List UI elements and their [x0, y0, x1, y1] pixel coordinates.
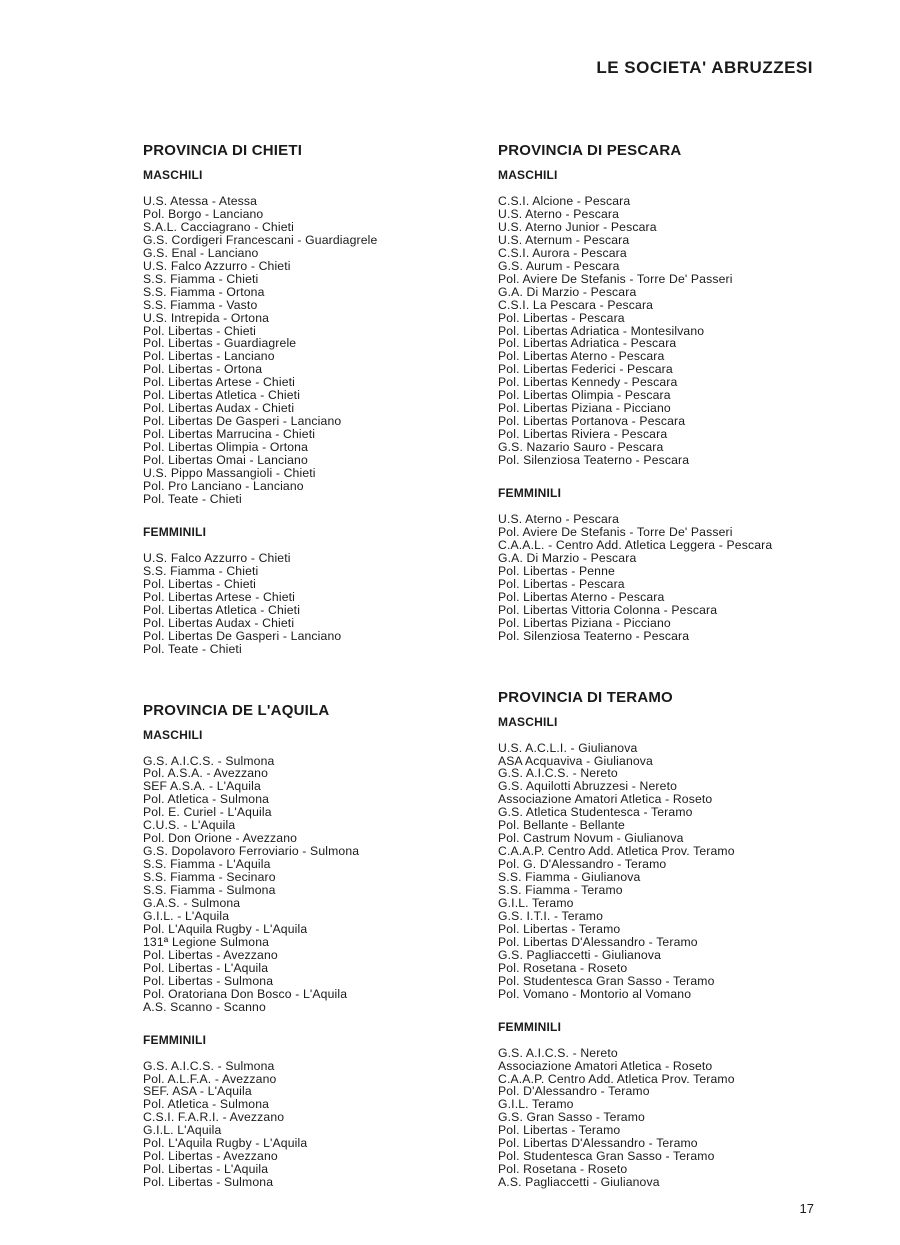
- list-item: Pol. Libertas - Teramo: [498, 1123, 621, 1138]
- list-item: U.S. Falco Azzurro - Chieti: [143, 550, 291, 565]
- list-item: Pol. Teate - Chieti: [143, 641, 242, 656]
- list-item: Pol. L'Aquila Rugby - L'Aquila: [143, 1136, 308, 1151]
- list-item: Pol. Castrum Novum - Giulianova: [498, 831, 684, 846]
- list-item: Pol. Libertas - Lanciano: [143, 349, 275, 364]
- club-list: [498, 195, 828, 467]
- list-item: G.S. Nazario Sauro - Pescara: [498, 440, 664, 455]
- list-item: Pol. Libertas Omai - Lanciano: [143, 453, 308, 468]
- list-item: Pol. Libertas - Teramo: [498, 921, 621, 936]
- province-teramo: [498, 689, 828, 1190]
- list-item: Pol. Libertas Adriatica - Montesilvano: [498, 323, 705, 338]
- list-item: S.S. Fiamma - Chieti: [143, 271, 259, 286]
- province-title-pescara: PROVINCIA DI PESCARA: [498, 142, 682, 159]
- list-item: A.S. Scanno - Scanno: [143, 999, 266, 1014]
- section-title-femminili: FEMMINILI: [498, 486, 562, 501]
- list-item: G.I.L. Teramo: [498, 895, 574, 910]
- list-item: Pol. E. Curiel - L'Aquila: [143, 805, 272, 820]
- list-item: Pol. Libertas Aterno - Pescara: [498, 349, 665, 364]
- list-item: Pol. L'Aquila Rugby - L'Aquila: [143, 921, 308, 936]
- list-item: Pol. Atletica - Sulmona: [143, 1097, 270, 1112]
- list-item: Pol. Libertas Adriatica - Pescara: [498, 336, 677, 351]
- list-item: Pol. Libertas - Ortona: [143, 362, 263, 377]
- section-title-maschili: MASCHILI: [498, 168, 558, 182]
- page-number: 17: [799, 1201, 814, 1216]
- list-item: Pol. Libertas - Avezzano: [143, 947, 278, 962]
- section-title-maschili: MASCHILI: [143, 727, 203, 742]
- province-chieti: [143, 142, 483, 656]
- list-item: Pol. Silenziosa Teaterno - Pescara: [498, 453, 690, 468]
- page-title: LE SOCIETA' ABRUZZESI: [596, 58, 813, 77]
- list-item: Pol. G. D'Alessandro - Teramo: [498, 857, 667, 872]
- list-item: Associazione Amatori Atletica - Roseto: [498, 792, 713, 807]
- club-list: [143, 755, 483, 1014]
- list-item: Pol. Oratoriana Don Bosco - L'Aquila: [143, 986, 348, 1001]
- list-item: G.S. A.I.C.S. - Sulmona: [143, 753, 275, 768]
- list-item: S.S. Fiamma - Giulianova: [498, 870, 641, 885]
- list-item: Pol. Libertas De Gasperi - Lanciano: [143, 628, 342, 643]
- list-item: G.I.L. - L'Aquila: [143, 908, 230, 923]
- list-item: Pol. Libertas Federici - Pescara: [498, 362, 673, 377]
- list-item: C.S.I. Alcione - Pescara: [498, 194, 631, 208]
- section-title-femminili: FEMMINILI: [143, 524, 207, 539]
- list-item: Pol. Libertas - Pescara: [498, 576, 625, 591]
- list-item: S.S. Fiamma - L'Aquila: [143, 857, 271, 872]
- province-pescara: [498, 142, 828, 643]
- list-item: G.I.L. L'Aquila: [143, 1123, 222, 1138]
- list-item: Pol. Libertas Olimpia - Pescara: [498, 388, 671, 403]
- club-list: [498, 1047, 828, 1189]
- list-item: C.S.I. La Pescara - Pescara: [498, 297, 654, 312]
- list-item: G.S. Cordigeri Francescani - Guardiagrele: [143, 232, 378, 247]
- list-item: Pol. Studentesca Gran Sasso - Teramo: [498, 973, 715, 988]
- section-title-maschili: MASCHILI: [143, 168, 203, 182]
- list-item: Pol. Libertas Audax - Chieti: [143, 615, 295, 630]
- list-item: Pol. Libertas Kennedy - Pescara: [498, 375, 678, 390]
- list-item: Pol. A.S.A. - Avezzano: [143, 766, 269, 781]
- list-item: Pol. Libertas Aterno - Pescara: [498, 589, 665, 604]
- list-item: C.S.I. Aurora - Pescara: [498, 245, 627, 260]
- list-item: Pol. Silenziosa Teaterno - Pescara: [498, 628, 690, 643]
- list-item: U.S. Aterno - Pescara: [498, 206, 620, 221]
- list-item: Pol. Libertas - Chieti: [143, 323, 257, 338]
- list-item: G.S. A.I.C.S. - Sulmona: [143, 1058, 275, 1073]
- list-item: Associazione Amatori Atletica - Roseto: [498, 1058, 713, 1073]
- list-item: G.S. Atletica Studentesca - Teramo: [498, 805, 693, 820]
- province-title-teramo: PROVINCIA DI TERAMO: [498, 688, 673, 706]
- list-item: U.S. A.C.L.I. - Giulianova: [498, 740, 638, 755]
- list-item: Pol. Libertas Audax - Chieti: [143, 401, 295, 416]
- list-item: Pol. D'Alessandro - Teramo: [498, 1084, 650, 1099]
- list-item: Pol. Rosetana - Roseto: [498, 1162, 628, 1177]
- province-aquila: [143, 702, 483, 1190]
- list-item: Pol. Libertas Artese - Chieti: [143, 589, 296, 604]
- list-item: Pol. Libertas Piziana - Picciano: [498, 401, 671, 416]
- list-item: 131ª Legione Sulmona: [143, 934, 270, 949]
- list-item: S.S. Fiamma - Vasto: [143, 297, 258, 312]
- list-item: Pol. Libertas - L'Aquila: [143, 1162, 269, 1177]
- list-item: C.A.A.L. - Centro Add. Atletica Leggera - Pescara: [498, 537, 773, 552]
- club-list: [498, 742, 828, 1001]
- list-item: ASA Acquaviva - Giulianova: [498, 753, 653, 768]
- list-item: Pol. Libertas Riviera - Pescara: [498, 427, 668, 442]
- list-item: Pol. Libertas - Avezzano: [143, 1149, 278, 1164]
- list-item: Pol. Libertas - L'Aquila: [143, 960, 269, 975]
- list-item: Pol. Libertas D'Alessandro - Teramo: [498, 934, 698, 949]
- list-item: Pol. Libertas Piziana - Picciano: [498, 615, 671, 630]
- list-item: Pol. Libertas - Guardiagrele: [143, 336, 297, 351]
- list-item: Pol. Atletica - Sulmona: [143, 792, 270, 807]
- list-item: Pol. Vomano - Montorio al Vomano: [498, 986, 692, 1001]
- list-item: G.S. I.T.I. - Teramo: [498, 908, 604, 923]
- list-item: Pol. A.L.F.A. - Avezzano: [143, 1071, 277, 1086]
- list-item: Pol. Libertas Portanova - Pescara: [498, 414, 686, 429]
- list-item: S.S. Fiamma - Secinaro: [143, 870, 276, 885]
- list-item: Pol. Libertas Atletica - Chieti: [143, 388, 301, 403]
- list-item: Pol. Libertas Olimpia - Ortona: [143, 440, 309, 455]
- list-item: Pol. Libertas Marrucina - Chieti: [143, 427, 316, 442]
- list-item: S.A.L. Cacciagrano - Chieti: [143, 219, 295, 234]
- section-title-maschili: MASCHILI: [498, 714, 558, 729]
- list-item: Pol. Don Orione - Avezzano: [143, 831, 298, 846]
- list-item: Pol. Libertas - Sulmona: [143, 1175, 274, 1190]
- list-item: G.S. Aquilotti Abruzzesi - Nereto: [498, 779, 678, 794]
- club-list: [498, 513, 828, 643]
- list-item: U.S. Falco Azzurro - Chieti: [143, 258, 291, 273]
- list-item: Pol. Libertas - Chieti: [143, 576, 257, 591]
- list-item: Pol. Aviere De Stefanis - Torre De' Passeri: [498, 524, 733, 539]
- right-column: [498, 142, 828, 1197]
- list-item: U.S. Aternum - Pescara: [498, 232, 630, 247]
- list-item: Pol. Libertas - Penne: [498, 563, 615, 578]
- list-item: C.U.S. - L'Aquila: [143, 818, 236, 833]
- list-item: Pol. Libertas - Sulmona: [143, 973, 274, 988]
- list-item: SEF. ASA - L'Aquila: [143, 1084, 252, 1099]
- list-item: U.S. Atessa - Atessa: [143, 194, 258, 208]
- list-item: U.S. Intrepida - Ortona: [143, 310, 270, 325]
- list-item: S.S. Fiamma - Teramo: [498, 883, 623, 898]
- list-item: G.S. A.I.C.S. - Nereto: [498, 766, 618, 781]
- list-item: S.S. Fiamma - Chieti: [143, 563, 259, 578]
- section-title-femminili: FEMMINILI: [143, 1032, 207, 1047]
- list-item: Pol. Aviere De Stefanis - Torre De' Passeri: [498, 271, 733, 286]
- list-item: Pol. Studentesca Gran Sasso - Teramo: [498, 1149, 715, 1164]
- list-item: SEF A.S.A. - L'Aquila: [143, 779, 261, 794]
- list-item: Pol. Libertas D'Alessandro - Teramo: [498, 1136, 698, 1151]
- list-item: G.S. Pagliaccetti - Giulianova: [498, 947, 662, 962]
- list-item: G.S. Dopolavoro Ferroviario - Sulmona: [143, 844, 360, 859]
- list-item: G.A. Di Marzio - Pescara: [498, 550, 637, 565]
- list-item: G.S. Enal - Lanciano: [143, 245, 259, 260]
- list-item: A.S. Pagliaccetti - Giulianova: [498, 1175, 660, 1190]
- list-item: Pol. Bellante - Bellante: [498, 818, 625, 833]
- club-list: [143, 552, 483, 656]
- list-item: Pol. Borgo - Lanciano: [143, 206, 264, 221]
- list-item: G.A.S. - Sulmona: [143, 895, 241, 910]
- list-item: C.A.A.P. Centro Add. Atletica Prov. Teramo: [498, 1071, 735, 1086]
- list-item: Pol. Rosetana - Roseto: [498, 960, 628, 975]
- list-item: G.S. A.I.C.S. - Nereto: [498, 1045, 618, 1060]
- left-column: [143, 142, 483, 1197]
- list-item: Pol. Libertas De Gasperi - Lanciano: [143, 414, 342, 429]
- list-item: Pol. Teate - Chieti: [143, 491, 242, 506]
- list-item: Pol. Libertas Atletica - Chieti: [143, 602, 301, 617]
- list-item: G.S. Gran Sasso - Teramo: [498, 1110, 645, 1125]
- club-list: [143, 1060, 483, 1190]
- list-item: Pol. Libertas Vittoria Colonna - Pescara: [498, 602, 718, 617]
- list-item: G.A. Di Marzio - Pescara: [498, 284, 637, 299]
- list-item: U.S. Pippo Massangioli - Chieti: [143, 466, 316, 481]
- list-item: C.A.A.P. Centro Add. Atletica Prov. Teramo: [498, 844, 735, 859]
- list-item: G.S. Aurum - Pescara: [498, 258, 620, 273]
- list-item: Pol. Libertas - Pescara: [498, 310, 625, 325]
- list-item: U.S. Aterno - Pescara: [498, 512, 620, 527]
- list-item: Pol. Libertas Artese - Chieti: [143, 375, 296, 390]
- list-item: Pol. Pro Lanciano - Lanciano: [143, 478, 304, 493]
- list-item: S.S. Fiamma - Ortona: [143, 284, 265, 299]
- list-item: S.S. Fiamma - Sulmona: [143, 883, 276, 898]
- province-title-chieti: PROVINCIA DI CHIETI: [143, 142, 303, 159]
- province-title-aquila: PROVINCIA DE L'AQUILA: [143, 701, 330, 719]
- club-list: [143, 195, 483, 506]
- list-item: C.S.I. F.A.R.I. - Avezzano: [143, 1110, 285, 1125]
- list-item: G.I.L. Teramo: [498, 1097, 574, 1112]
- section-title-femminili: FEMMINILI: [498, 1019, 562, 1034]
- list-item: U.S. Aterno Junior - Pescara: [498, 219, 657, 234]
